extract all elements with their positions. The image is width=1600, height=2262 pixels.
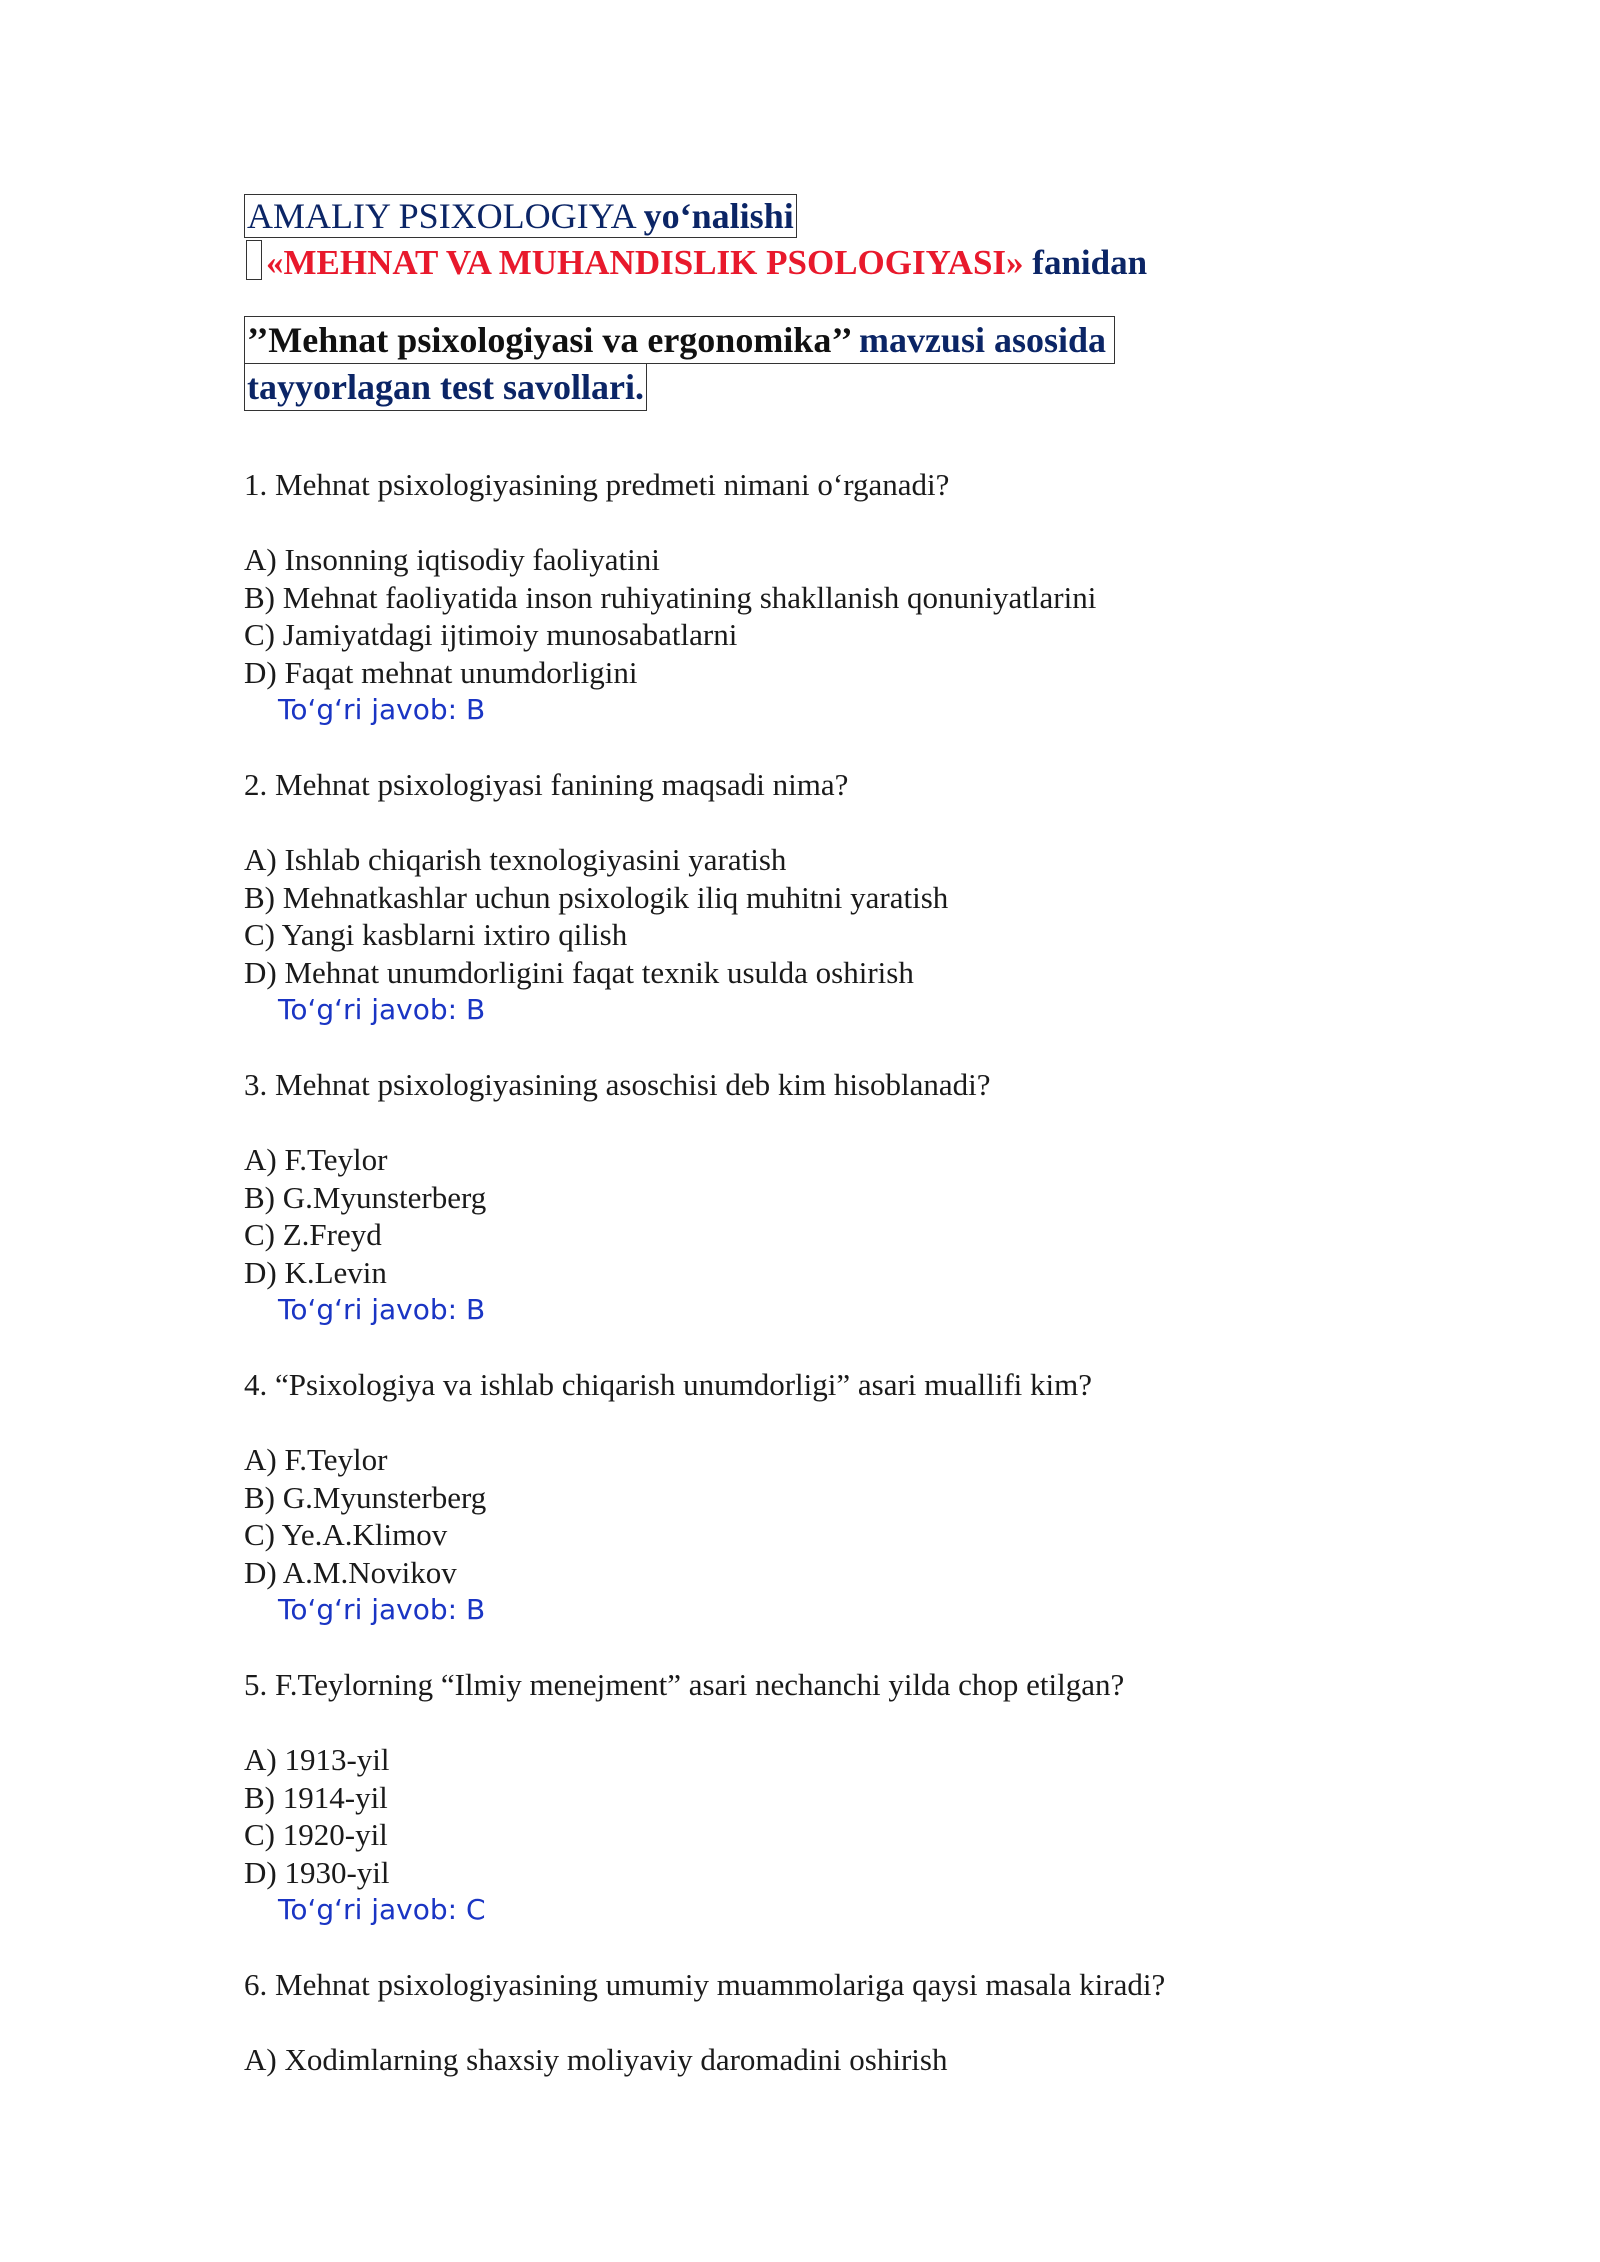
question-list <box>244 466 1444 2116</box>
specialty-label: yo‘nalishi <box>643 196 794 236</box>
question-text: 4. “Psixologiya va ishlab chiqarish unumdorligi” asari muallifi kim? <box>244 1367 1093 1402</box>
answer-option: A) 1913-yil <box>244 1742 390 1777</box>
answer-option: B) Mehnat faoliyatida inson ruhiyatining shakllanish qonuniyatlarini <box>244 579 1097 615</box>
answer-option: D) 1930-yil <box>244 1854 390 1890</box>
subject-suffix: fanidan <box>1023 243 1148 282</box>
answer-option: C) 1920-yil <box>244 1817 388 1852</box>
question-text: 2. Mehnat psixologiyasi fanining maqsadi nima? <box>244 767 849 802</box>
answer-option: D) Mehnat unumdorligini faqat texnik usulda oshirish <box>244 954 914 990</box>
answer-option: B) 1914-yil <box>244 1779 388 1815</box>
answer-option: C) Yangi kasblarni ixtiro qilish <box>244 917 628 952</box>
question-item <box>244 1966 1444 2079</box>
question-item <box>244 1366 1444 1629</box>
answer-option: A) Ishlab chiqarish texnologiyasini yaratish <box>244 842 787 877</box>
answer-option: C) Z.Freyd <box>244 1217 382 1252</box>
topic-line-2: tayyorlagan test savollari. <box>244 364 647 411</box>
answer-option: D) Faqat mehnat unumdorligini <box>244 654 638 690</box>
answer-option: A) F.Teylor <box>244 1442 388 1477</box>
answer-option: B) G.Myunsterberg <box>244 1479 487 1515</box>
answer-option: A) Xodimlarning shaxsiy moliyaviy daromadini oshirish <box>244 2042 948 2077</box>
answer-option: B) Mehnatkashlar uchun psixologik iliq muhitni yaratish <box>244 879 949 915</box>
answer-option: C) Jamiyatdagi ijtimoiy munosabatlarni <box>244 617 738 652</box>
answer-option: D) K.Levin <box>244 1254 387 1290</box>
question-item <box>244 466 1444 729</box>
topic-suffix: mavzusi asosida <box>849 320 1107 360</box>
answer-option: D) A.M.Novikov <box>244 1554 457 1590</box>
question-item <box>244 1666 1444 1929</box>
subject-name: «MEHNAT VA MUHANDISLIK PSOLOGIYASI» <box>266 243 1024 282</box>
question-text: 6. Mehnat psixologiyasining umumiy muammolariga qaysi masala kiradi? <box>244 1967 1166 2002</box>
specialty-name: AMALIY PSIXOLOGIYA <box>247 196 644 236</box>
topic-title: ’’Mehnat psixologiyasi va ergonomika’’ <box>247 320 850 360</box>
topic-line-1 <box>244 316 1115 364</box>
answer-option: A) F.Teylor <box>244 1142 388 1177</box>
answer-option: C) Ye.A.Klimov <box>244 1517 448 1552</box>
question-text: 3. Mehnat psixologiyasining asoschisi deb kim hisoblanadi? <box>244 1067 991 1102</box>
correct-answer: To‘g‘ri javob: B <box>278 693 486 726</box>
question-text: 5. F.Teylorning “Ilmiy menejment” asari nechanchi yilda chop etilgan? <box>244 1667 1125 1702</box>
correct-answer: To‘g‘ri javob: B <box>278 1293 486 1326</box>
correct-answer: To‘g‘ri javob: B <box>278 993 486 1026</box>
correct-answer: To‘g‘ri javob: C <box>278 1893 486 1926</box>
question-item <box>244 1066 1444 1329</box>
document-header <box>244 194 1394 284</box>
subject-heading <box>244 240 1394 284</box>
question-item <box>244 766 1444 1029</box>
specialty-heading <box>244 194 797 238</box>
text-frame-marker <box>246 240 262 280</box>
answer-option: A) Insonning iqtisodiy faoliyatini <box>244 542 660 577</box>
topic-heading <box>244 316 1244 411</box>
correct-answer: To‘g‘ri javob: B <box>278 1593 486 1626</box>
question-text: 1. Mehnat psixologiyasining predmeti nimani o‘rganadi? <box>244 467 950 502</box>
answer-option: B) G.Myunsterberg <box>244 1179 487 1215</box>
